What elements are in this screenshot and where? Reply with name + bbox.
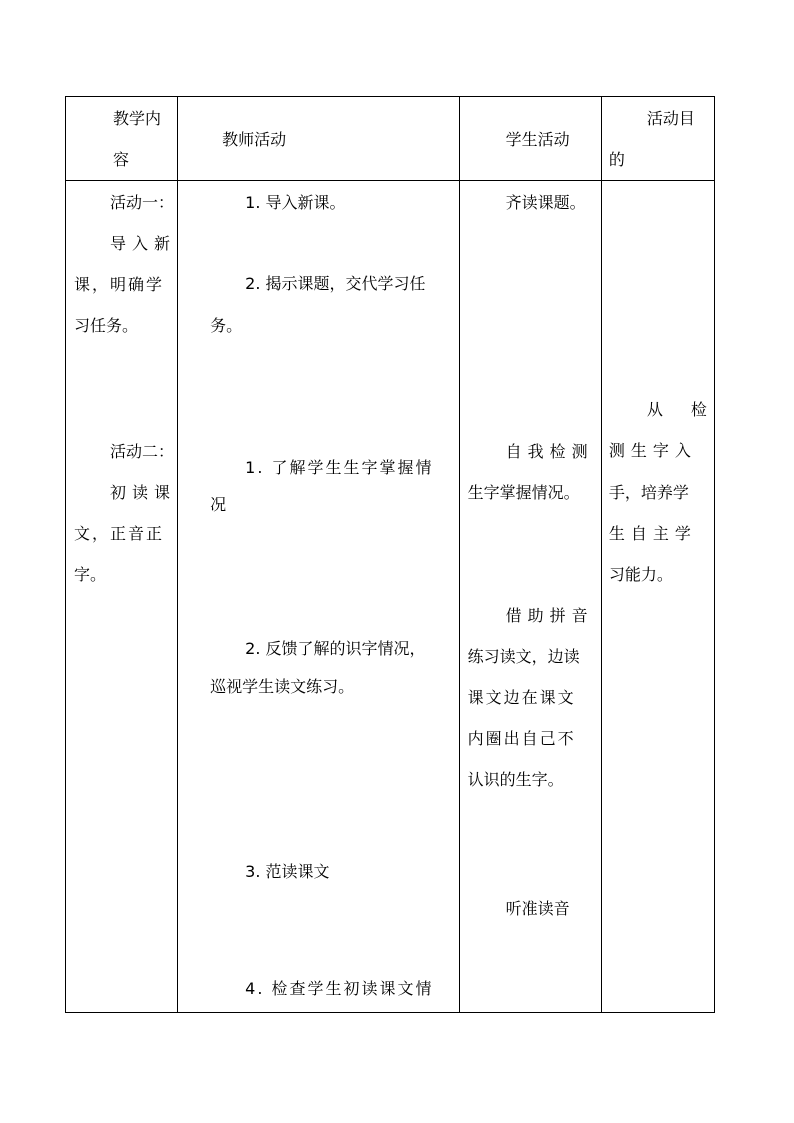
- header-student-activity: 学生活动: [505, 130, 570, 149]
- activity1-line2: 导入新: [110, 234, 177, 253]
- student-step-3-line2: 练习读文，边读: [467, 647, 580, 666]
- content-cell: [66, 181, 178, 1013]
- header-content-line1: 教学内: [113, 109, 162, 128]
- student-step-2-line2: 生字掌握情况。: [467, 483, 580, 502]
- teacher-step-2-line2: 务。: [210, 316, 243, 335]
- student-activity-cell: [459, 181, 601, 1013]
- teacher-step-3-line2: 况: [210, 495, 227, 514]
- activity2-line1: 活动二：: [110, 442, 175, 461]
- header-student-cell: [459, 97, 601, 181]
- teacher-step-4-line2: 巡视学生读文练习。: [210, 677, 355, 696]
- purpose-line5: 习能力。: [608, 565, 673, 584]
- teacher-step-1: 1. 导入新课。: [245, 193, 346, 212]
- activity1-line1: 活动一：: [110, 193, 175, 212]
- purpose-cell: [601, 181, 714, 1013]
- activity2-line2: 初读课: [110, 483, 177, 502]
- activity2-line3: 文，正音正: [74, 524, 165, 543]
- student-step-3-line3: 课文边在课文: [467, 688, 576, 707]
- table-header-row: [66, 97, 715, 181]
- purpose-line3: 手，培养学: [608, 483, 689, 502]
- purpose-line2: 测生字入: [608, 441, 697, 460]
- header-content-cell: [66, 97, 178, 181]
- student-step-4: 听准读音: [505, 899, 570, 918]
- student-step-1: 齐读课题。: [505, 193, 586, 212]
- purpose-line1: 从 检: [646, 400, 713, 419]
- teacher-step-3-line1: 1. 了解学生生字掌握情: [245, 458, 434, 477]
- teacher-step-4-line1: 2. 反馈了解的识字情况，: [245, 639, 426, 658]
- student-step-3-line5: 认识的生字。: [467, 770, 564, 789]
- student-step-3-line1: 借助拼音: [505, 606, 594, 625]
- activity2-line4: 字。: [74, 565, 107, 584]
- table-body-row: [66, 181, 715, 1013]
- header-purpose-line1: 活动目: [646, 109, 695, 128]
- student-step-2-line1: 自我检测: [505, 442, 594, 461]
- header-purpose-cell: [601, 97, 714, 181]
- header-teacher-cell: [178, 97, 459, 181]
- header-purpose-line2: 的: [608, 150, 625, 169]
- purpose-line4: 生自主学: [608, 524, 697, 543]
- header-teacher-activity: 教师活动: [222, 130, 287, 149]
- teacher-step-5: 3. 范读课文: [245, 862, 330, 881]
- activity1-line3: 课，明确学: [74, 275, 165, 294]
- teacher-step-2-line1: 2. 揭示课题，交代学习任: [245, 274, 426, 293]
- activity1-line4: 习任务。: [74, 316, 139, 335]
- teacher-step-6: 4. 检查学生初读课文情: [245, 979, 434, 998]
- student-step-3-line4: 内圈出自己不: [467, 729, 576, 748]
- lesson-plan-table: [65, 96, 715, 1013]
- header-content-line2: 容: [113, 150, 130, 169]
- teacher-activity-cell: [178, 181, 459, 1013]
